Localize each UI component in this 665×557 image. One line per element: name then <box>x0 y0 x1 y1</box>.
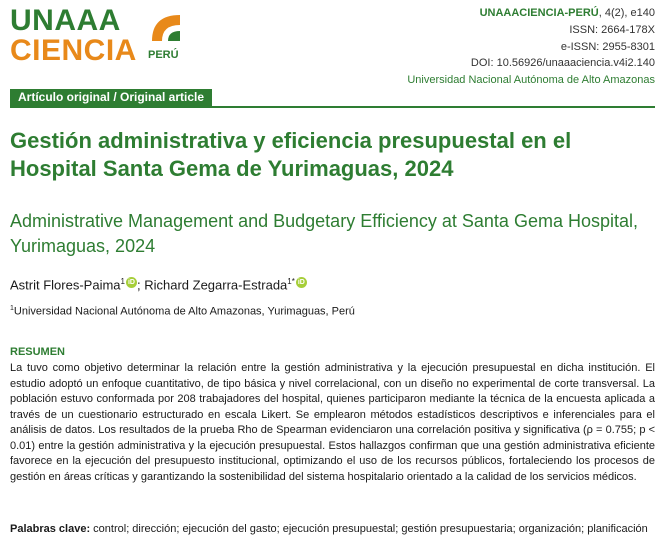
journal-citation <box>407 5 655 22</box>
keywords-text: control; dirección; ejecución del gasto; ejecución presupuestal; gestión presupuestaria; organización; planificación <box>90 523 648 535</box>
author-name[interactable]: Richard Zegarra-Estrada <box>144 277 288 293</box>
keywords <box>10 522 655 538</box>
journal-logo <box>10 5 190 67</box>
abstract-body: La tuvo como objetivo determinar la relación entre la gestión administrativa y la ejecución presupuestal en dicha institución. El estudio adoptó un enfoque cuantitativo, de tipo básica y nivel correlacional, con un diseño no experimental de corte transversal. La población estuvo conformada por 208 trabajadores del hospital, quienes participaron mediante la técnica de la encuesta aplicada a través de un cuestionario estructurado en escala Likert. Se emplearon métodos estadísticos descriptivos e inferenciales para el análisis de datos. Los resultados de la prueba Rho de Spearman evidenciaron una correlación positiva y significativa (ρ = 0.755; p < 0.01) entre la gestión administrativa y la ejecución presupuestal. Estos hallazgos confirman que una gestión administrativa eficiente favorece en la ejecución del presupuesto institucional, optimizando el uso de los recursos públicos, fortaleciendo los procesos de gestión en áreas críticas y garantizando la sostenibilidad del sistema hospitalario orientado a la calidad de los servicios médicos. <box>10 362 655 483</box>
journal-name: UNAAACIENCIA-PERÚ <box>479 7 599 19</box>
logo-word-peru: PERÚ <box>148 49 179 61</box>
journal-eissn: e-ISSN: 2955-8301 <box>560 40 655 53</box>
logo-word-ciencia: CIENCIA <box>10 34 137 67</box>
author-name[interactable]: Astrit Flores-Paima <box>10 277 121 293</box>
section-bar <box>10 89 655 108</box>
article-title-spanish: Gestión administrativa y eficiencia presupuestal en el Hospital Santa Gema de Yurimaguas, 2024 <box>10 128 572 181</box>
logo-mark-icon <box>148 9 184 45</box>
journal-info <box>407 5 655 89</box>
affiliation-number: 1 <box>10 305 14 312</box>
journal-doi[interactable]: DOI: 10.56926/unaaaciencia.v4i2.140 <box>470 57 655 70</box>
journal-issn: ISSN: 2664-178X <box>569 23 655 36</box>
orcid-icon[interactable]: iD <box>127 279 135 287</box>
author-affiliation-mark: 1 <box>120 277 125 286</box>
affiliation-text: Universidad Nacional Autónoma de Alto Amazonas, Yurimaguas, Perú <box>13 305 355 318</box>
author-affiliation-mark: 1* <box>287 277 295 286</box>
article-type-label: Artículo original / Original article <box>10 89 212 106</box>
author-list <box>10 277 307 292</box>
journal-issue: , 4(2), e140 <box>598 7 655 19</box>
journal-university: Universidad Nacional Autónoma de Alto Amazonas <box>407 74 655 87</box>
article-title-english: Administrative Management and Budgetary Efficiency at Santa Gema Hospital, Yurimaguas, 2024 <box>10 211 638 256</box>
orcid-icon[interactable]: iD <box>297 279 305 287</box>
abstract-heading: RESUMEN <box>10 346 66 358</box>
author-separator: ; <box>136 277 145 293</box>
keywords-label: Palabras clave: <box>10 523 91 535</box>
logo-word-unaaa: UNAAA <box>10 4 121 37</box>
affiliation <box>10 305 355 318</box>
